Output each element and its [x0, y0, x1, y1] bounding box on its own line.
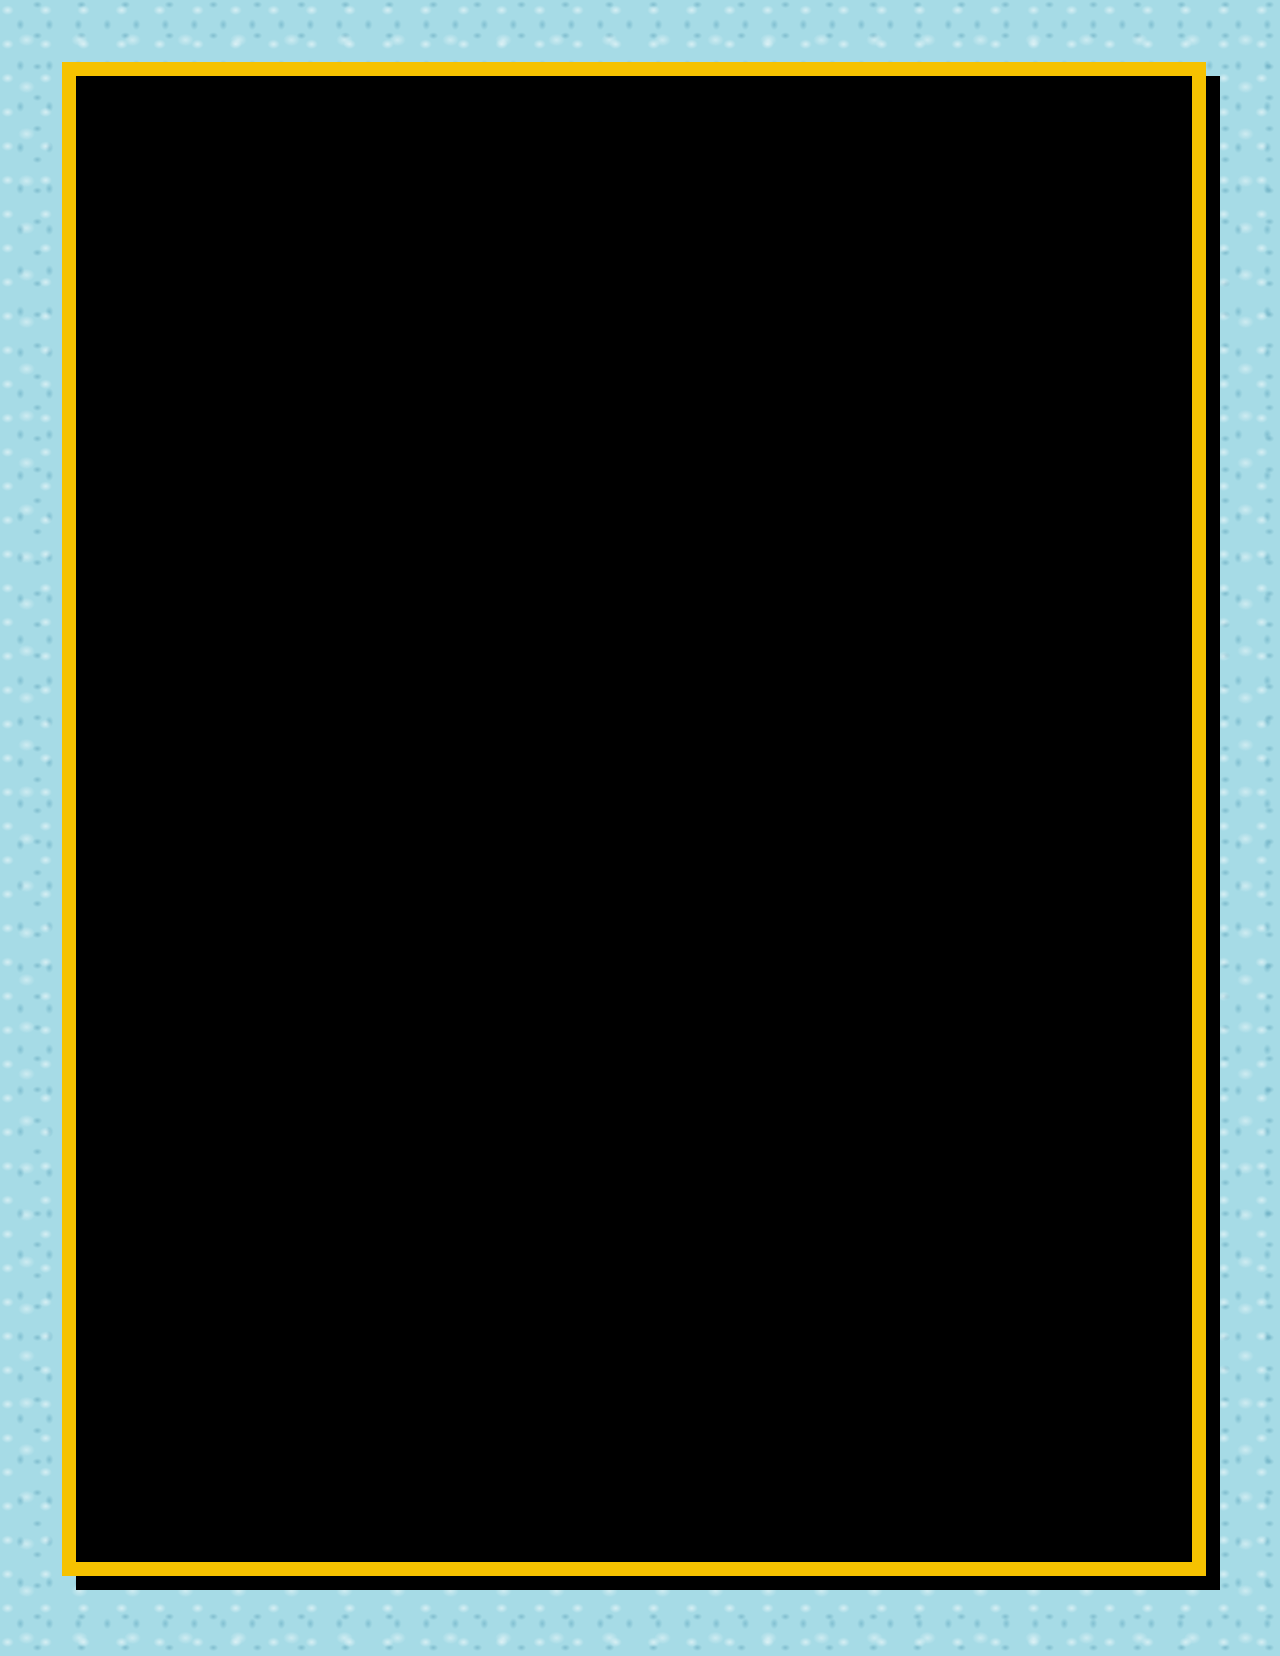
q1b-answer: ✓✓'Mallory-Weiss' tears: [226, 474, 489, 499]
q1b-answer: ✓✓Upper gastrointestinal malignancy: [226, 507, 643, 532]
cxr-finding: May identify aspiration pneumonia: [301, 705, 684, 730]
q1c-question: List 5 investigations which are useful in confirming the diagnosis: [226, 575, 875, 599]
bullet-icon: •: [264, 870, 277, 895]
q1-stem-line1: A 30 year old man, who is known alcoholic presents to you in accident and emergency: [226, 215, 1095, 239]
q1a-question: Define haematemesis: [226, 275, 452, 299]
q1a-marker: a): [188, 277, 209, 301]
q1b-question: List 4 possible causes of haematemesis in the above patient: [226, 310, 832, 334]
q2-indented-line: adhesions, volvulus, intussusception, obstructed hernia: [301, 1365, 914, 1390]
ct-finding: Aortoenteric fistulae: [301, 969, 526, 994]
q1c-marker: c): [188, 575, 207, 599]
q1c-answer: ✓✓CXR:: [226, 672, 316, 697]
bullet-icon: •: [264, 936, 277, 961]
q2-line: Paralytic ileus :: [226, 1233, 393, 1258]
q1c-answer: ✓✓Erect and supine abdominal X ray to exclude perforated viscus and ileus: [226, 804, 1062, 829]
q2-number: 2.: [188, 1002, 209, 1027]
q1a-answer: ✓✓refers to vomiting blood.: [451, 275, 760, 300]
q2-line: adynamic intestinal obstruction (paralytic ileus): [226, 1167, 753, 1192]
q2-line: On examination, He was sick looking, febrile and dehydrated. He has abdominal: [226, 1068, 1111, 1093]
q2-line: structural barrier: [226, 1299, 414, 1324]
q2-indented-line: ✓✓Small bowel obstruction – Partial or total; acute or chronic – usually due to: [301, 1332, 1158, 1357]
q2-line: b) Classify intestinal obstruction ✓✓Intestinal obstruction is classified as Mechanical or: [226, 1200, 1185, 1225]
q1c-answer: ✓✓Labs – CBC, LFTs, UEC, Coagulation studies: [226, 606, 736, 631]
q1b-answer: ✓✓pud,: [226, 342, 312, 367]
q1c-answer: ✓✓CT scan and ultrasound can identify:: [226, 837, 665, 862]
cxr-finding: Pleural effusion: [301, 738, 472, 763]
bullet-icon: •: [264, 771, 277, 796]
ct-finding: Cholecystitis with haemorrhage: [301, 903, 650, 928]
q1a-line: [226, 275, 760, 300]
q1-number: 1.: [188, 215, 208, 239]
bullet-icon: •: [264, 903, 277, 928]
q2-indented-line: malignancies, fecal impaction, volvulus: [301, 1431, 735, 1456]
page-title: SURGERY REVISION SESSION QUESTIONS: [393, 150, 887, 176]
q1b-answer: ✓✓Oesophagitis: [226, 408, 407, 433]
q2-line: a) What is the most likely diagnosis ✓✓Most likely diagnosis – Acute peritonitis with: [226, 1134, 1148, 1159]
q2-indented-line: ✓✓Large bowel obstruction – Partial or total; acute or chronic – usually due to: [301, 1398, 1158, 1423]
bullet-icon: •: [264, 738, 277, 763]
q1b-answer: ✓✓Vascular malformations: [226, 540, 523, 565]
q2-line: guarding, rebound tenderness and reduced bowel sounds on auscultation.: [226, 1101, 1045, 1126]
q2-line: Question: Kelvin, a 35 years old male presents to you in the outpatient department: [226, 1002, 1145, 1027]
bullet-icon: •: [264, 969, 277, 994]
q1-stem-line2: department with complaints of severe haematemesis:: [226, 245, 769, 269]
bullet-icon: •: [264, 705, 277, 730]
ct-finding: Pancreatitis with haemorrhage and pseudocyst: [301, 936, 819, 961]
q1b-answer: ✓✓Oesophageal varices: [226, 441, 493, 466]
q2-line: ✓✓ Mechanical intestinal obstruction (Dynamic) – due to blockage of passage by a: [226, 1266, 1138, 1291]
q1c-answer: ✓✓OGD: [226, 639, 315, 664]
cxr-finding: Perforated oesophagus: [301, 771, 556, 796]
q1b-answer: ✓✓Gastroduodenal erosions,: [226, 375, 544, 400]
ct-finding: Liver disease: [301, 870, 446, 895]
q1b-marker: b): [188, 310, 209, 334]
q2-line: complaining of acute abdominal pain, vomiting, abdominal distention and constipation.: [226, 1035, 1190, 1060]
